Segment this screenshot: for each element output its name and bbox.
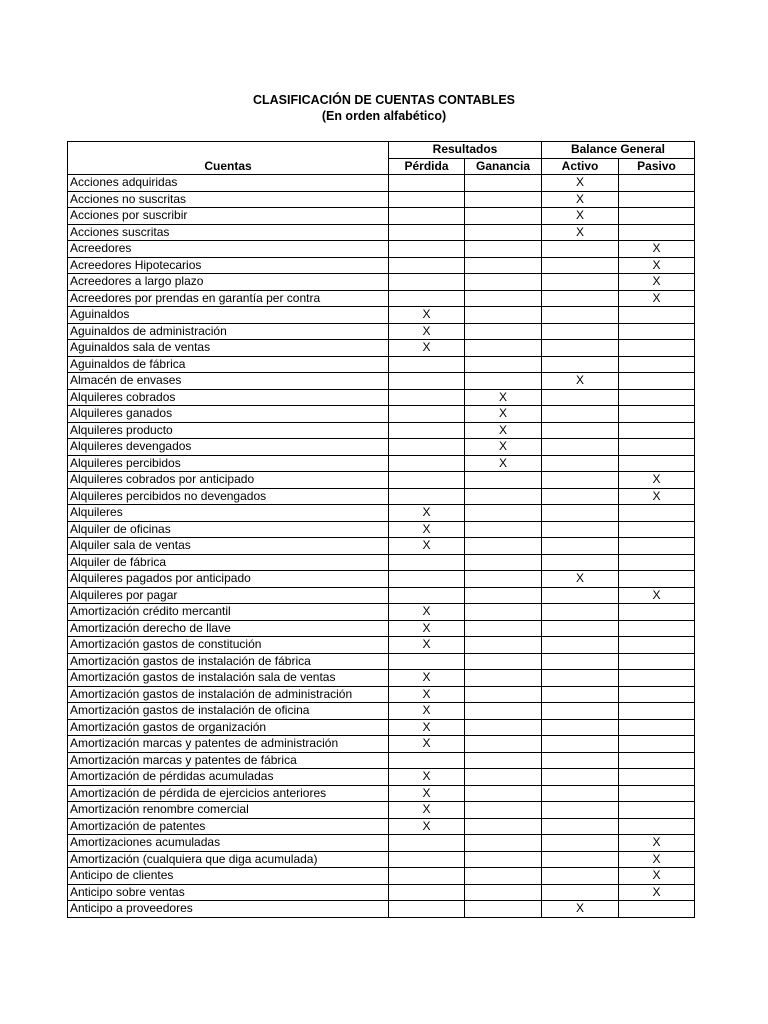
ganancia-cell [465, 307, 542, 324]
table-row [68, 769, 695, 786]
table-row [68, 835, 695, 852]
table-row [68, 505, 695, 522]
activo-cell [542, 769, 619, 786]
pasivo-cell [619, 604, 695, 621]
perdida-cell [389, 356, 465, 373]
table-row [68, 323, 695, 340]
account-name-cell: Alquileres [68, 505, 389, 522]
pasivo-cell [619, 620, 695, 637]
account-name-cell: Alquileres percibidos no devengados [68, 488, 389, 505]
table-row [68, 802, 695, 819]
ganancia-cell [465, 686, 542, 703]
pasivo-cell: X [619, 257, 695, 274]
activo-cell [542, 274, 619, 291]
activo-cell [542, 488, 619, 505]
account-name-cell: Amortización gastos de constitución [68, 637, 389, 654]
perdida-cell [389, 406, 465, 423]
ganancia-cell [465, 884, 542, 901]
pasivo-cell: X [619, 868, 695, 885]
table-row [68, 818, 695, 835]
table-row [68, 868, 695, 885]
ganancia-cell [465, 472, 542, 489]
ganancia-cell: X [465, 455, 542, 472]
accounts-table [67, 141, 695, 918]
perdida-cell: X [389, 785, 465, 802]
ganancia-cell [465, 901, 542, 918]
perdida-cell: X [389, 307, 465, 324]
pasivo-cell: X [619, 274, 695, 291]
account-name-cell: Alquileres cobrados [68, 389, 389, 406]
perdida-cell [389, 422, 465, 439]
perdida-cell [389, 752, 465, 769]
pasivo-cell [619, 373, 695, 390]
account-name-cell: Amortización gastos de instalación de administración [68, 686, 389, 703]
account-name-cell: Acciones adquiridas [68, 175, 389, 192]
ganancia-cell [465, 620, 542, 637]
table-row [68, 653, 695, 670]
activo-cell [542, 257, 619, 274]
perdida-cell: X [389, 802, 465, 819]
ganancia-cell [465, 752, 542, 769]
table-row [68, 439, 695, 456]
ganancia-cell [465, 736, 542, 753]
pasivo-cell [619, 653, 695, 670]
activo-cell [542, 637, 619, 654]
table-row [68, 785, 695, 802]
table-header [68, 142, 695, 175]
pasivo-cell [619, 323, 695, 340]
account-name-cell: Anticipo de clientes [68, 868, 389, 885]
activo-cell [542, 736, 619, 753]
activo-cell: X [542, 191, 619, 208]
pasivo-cell [619, 686, 695, 703]
perdida-cell [389, 587, 465, 604]
activo-cell [542, 439, 619, 456]
activo-cell [542, 323, 619, 340]
perdida-cell [389, 653, 465, 670]
perdida-cell: X [389, 719, 465, 736]
perdida-cell [389, 488, 465, 505]
ganancia-cell [465, 175, 542, 192]
table-body [68, 175, 695, 918]
table-row [68, 851, 695, 868]
activo-cell [542, 389, 619, 406]
table-row [68, 422, 695, 439]
activo-cell [542, 521, 619, 538]
account-name-cell: Aguinaldos [68, 307, 389, 324]
perdida-cell: X [389, 736, 465, 753]
perdida-cell: X [389, 521, 465, 538]
perdida-cell: X [389, 505, 465, 522]
activo-cell [542, 422, 619, 439]
table-row [68, 241, 695, 258]
pasivo-cell: X [619, 851, 695, 868]
account-name-cell: Acreedores a largo plazo [68, 274, 389, 291]
table-row [68, 406, 695, 423]
activo-cell [542, 686, 619, 703]
table-row [68, 752, 695, 769]
activo-cell: X [542, 208, 619, 225]
table-row [68, 356, 695, 373]
account-name-cell: Acreedores Hipotecarios [68, 257, 389, 274]
perdida-cell: X [389, 818, 465, 835]
table-row [68, 736, 695, 753]
ganancia-cell [465, 868, 542, 885]
activo-cell: X [542, 175, 619, 192]
account-name-cell: Aguinaldos sala de ventas [68, 340, 389, 357]
perdida-cell [389, 868, 465, 885]
perdida-cell: X [389, 769, 465, 786]
pasivo-cell [619, 224, 695, 241]
perdida-cell [389, 373, 465, 390]
table-row [68, 637, 695, 654]
activo-cell [542, 455, 619, 472]
table-row [68, 373, 695, 390]
ganancia-cell [465, 340, 542, 357]
account-name-cell: Alquileres devengados [68, 439, 389, 456]
account-name-cell: Alquileres cobrados por anticipado [68, 472, 389, 489]
perdida-cell: X [389, 703, 465, 720]
table-row [68, 703, 695, 720]
ganancia-cell [465, 224, 542, 241]
table-row [68, 208, 695, 225]
pasivo-cell [619, 719, 695, 736]
ganancia-cell [465, 241, 542, 258]
ganancia-cell: X [465, 439, 542, 456]
ganancia-cell [465, 835, 542, 852]
pasivo-cell [619, 422, 695, 439]
ganancia-cell: X [465, 406, 542, 423]
pasivo-cell [619, 736, 695, 753]
pasivo-cell [619, 521, 695, 538]
activo-cell [542, 884, 619, 901]
pasivo-cell [619, 752, 695, 769]
table-row [68, 488, 695, 505]
ganancia-cell [465, 521, 542, 538]
perdida-cell [389, 191, 465, 208]
document-header [0, 92, 768, 124]
ganancia-cell [465, 290, 542, 307]
table-row [68, 884, 695, 901]
perdida-cell [389, 257, 465, 274]
ganancia-cell [465, 785, 542, 802]
account-name-cell: Amortizaciones acumuladas [68, 835, 389, 852]
pasivo-cell: X [619, 587, 695, 604]
account-name-cell: Amortización renombre comercial [68, 802, 389, 819]
account-name-cell: Acciones suscritas [68, 224, 389, 241]
activo-cell [542, 818, 619, 835]
account-name-cell: Alquiler de fábrica [68, 554, 389, 571]
activo-cell [542, 241, 619, 258]
account-name-cell: Amortización gastos de instalación sala de ventas [68, 670, 389, 687]
pasivo-cell [619, 769, 695, 786]
ganancia-cell [465, 604, 542, 621]
account-name-cell: Aguinaldos de fábrica [68, 356, 389, 373]
pasivo-cell [619, 439, 695, 456]
ganancia-cell [465, 191, 542, 208]
group-header-balance-general: Balance General [542, 142, 695, 159]
activo-cell [542, 307, 619, 324]
table-row [68, 472, 695, 489]
activo-cell [542, 670, 619, 687]
pasivo-cell [619, 670, 695, 687]
account-name-cell: Amortización (cualquiera que diga acumulada) [68, 851, 389, 868]
document-subtitle: (En orden alfabético) [321, 109, 447, 123]
table-row [68, 307, 695, 324]
activo-cell [542, 587, 619, 604]
activo-cell [542, 835, 619, 852]
table-row [68, 686, 695, 703]
pasivo-cell [619, 818, 695, 835]
column-header-cuentas: Cuentas [68, 142, 389, 175]
perdida-cell: X [389, 637, 465, 654]
table-row [68, 719, 695, 736]
column-header-pasivo: Pasivo [619, 158, 695, 175]
ganancia-cell [465, 851, 542, 868]
account-name-cell: Alquiler sala de ventas [68, 538, 389, 555]
ganancia-cell [465, 670, 542, 687]
activo-cell [542, 785, 619, 802]
column-header-perdida: Pérdida [389, 158, 465, 175]
table-row [68, 620, 695, 637]
activo-cell [542, 851, 619, 868]
ganancia-cell [465, 505, 542, 522]
activo-cell [542, 406, 619, 423]
perdida-cell [389, 554, 465, 571]
ganancia-cell [465, 703, 542, 720]
account-name-cell: Amortización marcas y patentes de administración [68, 736, 389, 753]
ganancia-cell: X [465, 422, 542, 439]
perdida-cell: X [389, 340, 465, 357]
perdida-cell: X [389, 686, 465, 703]
pasivo-cell [619, 208, 695, 225]
activo-cell: X [542, 373, 619, 390]
perdida-cell [389, 224, 465, 241]
activo-cell: X [542, 571, 619, 588]
table-row [68, 604, 695, 621]
group-header-row [68, 142, 695, 159]
ganancia-cell [465, 554, 542, 571]
account-name-cell: Amortización crédito mercantil [68, 604, 389, 621]
pasivo-cell [619, 538, 695, 555]
account-name-cell: Acciones por suscribir [68, 208, 389, 225]
activo-cell [542, 868, 619, 885]
account-name-cell: Amortización de pérdida de ejercicios anteriores [68, 785, 389, 802]
account-name-cell: Alquileres percibidos [68, 455, 389, 472]
perdida-cell [389, 241, 465, 258]
table-row [68, 554, 695, 571]
table-row [68, 175, 695, 192]
account-name-cell: Amortización gastos de instalación de fábrica [68, 653, 389, 670]
account-name-cell: Amortización marcas y patentes de fábrica [68, 752, 389, 769]
account-name-cell: Alquileres por pagar [68, 587, 389, 604]
perdida-cell [389, 472, 465, 489]
activo-cell: X [542, 901, 619, 918]
pasivo-cell: X [619, 488, 695, 505]
ganancia-cell [465, 802, 542, 819]
perdida-cell [389, 835, 465, 852]
pasivo-cell [619, 571, 695, 588]
pasivo-cell [619, 356, 695, 373]
ganancia-cell [465, 587, 542, 604]
ganancia-cell [465, 538, 542, 555]
account-name-cell: Aguinaldos de administración [68, 323, 389, 340]
perdida-cell [389, 455, 465, 472]
account-name-cell: Amortización gastos de instalación de oficina [68, 703, 389, 720]
table-row [68, 290, 695, 307]
account-name-cell: Acreedores por prendas en garantía per contra [68, 290, 389, 307]
activo-cell [542, 472, 619, 489]
account-name-cell: Alquileres producto [68, 422, 389, 439]
activo-cell [542, 653, 619, 670]
activo-cell [542, 703, 619, 720]
activo-cell [542, 340, 619, 357]
account-name-cell: Anticipo a proveedores [68, 901, 389, 918]
account-name-cell: Alquileres ganados [68, 406, 389, 423]
activo-cell [542, 356, 619, 373]
pasivo-cell [619, 703, 695, 720]
ganancia-cell [465, 373, 542, 390]
ganancia-cell [465, 571, 542, 588]
perdida-cell [389, 290, 465, 307]
pasivo-cell [619, 175, 695, 192]
table-row [68, 340, 695, 357]
pasivo-cell [619, 307, 695, 324]
ganancia-cell [465, 356, 542, 373]
pasivo-cell: X [619, 241, 695, 258]
table-row [68, 224, 695, 241]
document-title: CLASIFICACIÓN DE CUENTAS CONTABLES [252, 93, 516, 107]
perdida-cell [389, 208, 465, 225]
table-row [68, 257, 695, 274]
account-name-cell: Amortización gastos de organización [68, 719, 389, 736]
ganancia-cell [465, 637, 542, 654]
table-row [68, 191, 695, 208]
table-row [68, 587, 695, 604]
account-name-cell: Alquileres pagados por anticipado [68, 571, 389, 588]
table-row [68, 521, 695, 538]
pasivo-cell [619, 505, 695, 522]
ganancia-cell [465, 208, 542, 225]
table-row [68, 389, 695, 406]
ganancia-cell [465, 323, 542, 340]
pasivo-cell [619, 406, 695, 423]
ganancia-cell: X [465, 389, 542, 406]
pasivo-cell: X [619, 290, 695, 307]
pasivo-cell [619, 455, 695, 472]
pasivo-cell [619, 901, 695, 918]
ganancia-cell [465, 769, 542, 786]
activo-cell [542, 620, 619, 637]
pasivo-cell [619, 785, 695, 802]
activo-cell: X [542, 224, 619, 241]
perdida-cell: X [389, 670, 465, 687]
account-name-cell: Anticipo sobre ventas [68, 884, 389, 901]
perdida-cell [389, 571, 465, 588]
table-row [68, 274, 695, 291]
perdida-cell: X [389, 620, 465, 637]
account-name-cell: Almacén de envases [68, 373, 389, 390]
account-name-cell: Amortización de patentes [68, 818, 389, 835]
activo-cell [542, 752, 619, 769]
perdida-cell [389, 439, 465, 456]
ganancia-cell [465, 818, 542, 835]
perdida-cell [389, 851, 465, 868]
pasivo-cell [619, 340, 695, 357]
account-name-cell: Amortización derecho de llave [68, 620, 389, 637]
perdida-cell [389, 901, 465, 918]
pasivo-cell [619, 802, 695, 819]
perdida-cell [389, 389, 465, 406]
pasivo-cell: X [619, 884, 695, 901]
pasivo-cell: X [619, 835, 695, 852]
table-row [68, 901, 695, 918]
ganancia-cell [465, 274, 542, 291]
ganancia-cell [465, 488, 542, 505]
column-header-ganancia: Ganancia [465, 158, 542, 175]
pasivo-cell [619, 554, 695, 571]
table-row [68, 670, 695, 687]
pasivo-cell: X [619, 472, 695, 489]
activo-cell [542, 505, 619, 522]
activo-cell [542, 802, 619, 819]
group-header-resultados: Resultados [389, 142, 542, 159]
activo-cell [542, 290, 619, 307]
column-header-activo: Activo [542, 158, 619, 175]
pasivo-cell [619, 389, 695, 406]
perdida-cell: X [389, 323, 465, 340]
activo-cell [542, 538, 619, 555]
table-row [68, 538, 695, 555]
table-row [68, 455, 695, 472]
perdida-cell: X [389, 538, 465, 555]
account-name-cell: Acreedores [68, 241, 389, 258]
activo-cell [542, 554, 619, 571]
pasivo-cell [619, 191, 695, 208]
pasivo-cell [619, 637, 695, 654]
perdida-cell [389, 884, 465, 901]
ganancia-cell [465, 257, 542, 274]
account-name-cell: Amortización de pérdidas acumuladas [68, 769, 389, 786]
activo-cell [542, 604, 619, 621]
account-name-cell: Alquiler de oficinas [68, 521, 389, 538]
perdida-cell [389, 175, 465, 192]
account-name-cell: Acciones no suscritas [68, 191, 389, 208]
activo-cell [542, 719, 619, 736]
perdida-cell: X [389, 604, 465, 621]
perdida-cell [389, 274, 465, 291]
ganancia-cell [465, 653, 542, 670]
table-row [68, 571, 695, 588]
ganancia-cell [465, 719, 542, 736]
